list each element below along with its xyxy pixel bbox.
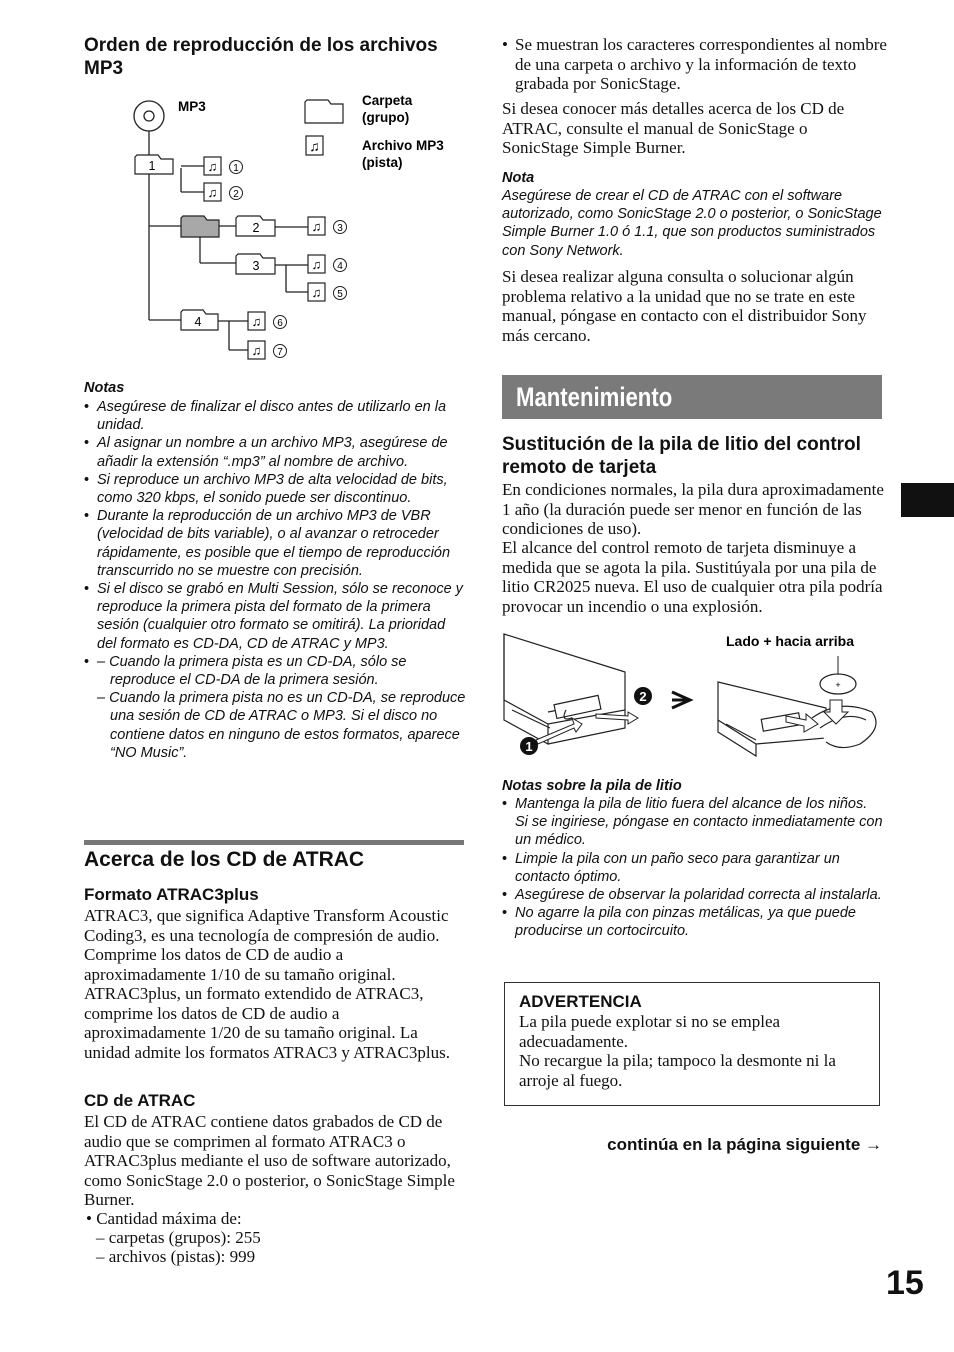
cd-atrac-text: El CD de ATRAC contiene datos grabados de CD de audio que se comprimen al formato ATRAC3 o ATRAC3plus mediante el uso de software autorizado, como SonicStage 2.0 o posterior, o SonicStage Simple Burner. (84, 1112, 455, 1209)
note-item: • Asegúrese de finalizar el disco antes de utilizarlo en la unidad. (84, 398, 466, 434)
consult-text: Si desea realizar alguna consulta o solucionar algún problema relativo a la unidad que no se trate en este manual, póngase en contacto con el distribuidor Sony más cercano. (502, 267, 867, 345)
track-number-badge (334, 221, 347, 235)
step-1-badge (520, 737, 538, 755)
track-number-badge (230, 187, 243, 201)
folder-icon (236, 216, 275, 236)
svg-text:6: 6 (277, 318, 283, 329)
mp3-order-title: Orden de reproducción de los archivos MP3 (84, 35, 438, 79)
svg-text:3: 3 (337, 223, 343, 234)
svg-text:♫: ♫ (207, 159, 218, 174)
mp3-file-icon (204, 183, 221, 201)
svg-text:4: 4 (337, 261, 343, 272)
mp3-file-icon (204, 157, 221, 175)
lithium-note-item: • Mantenga la pila de litio fuera del alcance de los niños. Si se ingiriese, póngase en contacto inmediatamente con un médico. (502, 795, 884, 850)
folder-legend-line1: Carpeta (362, 93, 413, 108)
note-item: • Si el disco se grabó en Multi Session, sólo se reconoce y reproduce la primera pista del formato de la primera sesión (cualquier otro formato se omitirá). La prioridad del formato es CD-DA, CD de ATRAC y MP3. (84, 580, 466, 653)
warning-title: ADVERTENCIA (519, 992, 642, 1011)
cd-atrac-title: CD de ATRAC (84, 1091, 196, 1110)
note-dash-item: • – Cuando la primera pista es un CD-DA, sólo se reproduce el CD-DA de la primera sesión. (97, 653, 407, 689)
svg-text:♫: ♫ (309, 138, 320, 154)
svg-text:+: + (835, 680, 841, 690)
page-number: 15 (886, 1264, 924, 1302)
battery-paragraph-1: En condiciones normales, la pila dura aproximadamente 1 año (la duración puede ser menor en función de las condiciones de uso). (502, 480, 884, 538)
svg-text:1: 1 (148, 159, 156, 173)
note-dash-item: – Cuando la primera pista no es un CD-DA, se reproduce una sesión de CD de ATRAC o MP3. Si el disco no contiene datos en ninguno de estos formatos, aparece “NO Music”. (97, 690, 466, 761)
section-rule (84, 840, 464, 845)
lithium-note-item: • Asegúrese de observar la polaridad correcta al instalarla. (502, 886, 884, 904)
notes-list (84, 398, 466, 762)
atrac-section-title: Acerca de los CD de ATRAC (84, 848, 365, 871)
positive-side-up-label: Lado + hacia arriba (726, 633, 854, 649)
track-number-badge (334, 287, 347, 301)
file-legend-line2: (pista) (362, 155, 403, 170)
atrac3plus-text: ATRAC3, que significa Adaptive Transform Acoustic Coding3, es una tecnología de compresión de audio. Comprime los datos de CD de audio a aproximadamente 1/10 de su tamaño original. ATRAC3plus, un formato extendido de ATRAC3, comprime los datos de CD de audio a aproximadamente 1/20 de su tamaño original. La unidad admite los formatos ATRAC3 y ATRAC3plus. (84, 906, 450, 1062)
lithium-note-item: • Limpie la pila con un paño seco para garantizar un contacto óptimo. (502, 850, 884, 886)
svg-text:7: 7 (277, 347, 283, 358)
note-item: • Si reproduce un archivo MP3 de alta velocidad de bits, como 320 kbps, el sonido puede ser discontinuo. (84, 471, 466, 507)
lithium-note-item: • No agarre la pila con pinzas metálicas, ya que puede producirse un cortocircuito. (502, 904, 884, 940)
svg-text:2: 2 (233, 189, 239, 200)
note-item: • Durante la reproducción de un archivo MP3 de VBR (velocidad de bits variable), o al avanzar o retroceder rápidamente, es posible que el tiempo de reproducción transcurrido no se muestre con precisión. (84, 507, 466, 580)
mp3-file-icon (308, 217, 325, 235)
svg-text:♫: ♫ (311, 257, 322, 272)
svg-text:♫: ♫ (251, 314, 262, 329)
folder-icon (236, 254, 275, 274)
lithium-notes-list (502, 795, 884, 941)
atrac3plus-title: Formato ATRAC3plus (84, 885, 259, 904)
lithium-notes-title: Notas sobre la pila de litio (502, 778, 682, 794)
battery-paragraph-2: El alcance del control remoto de tarjeta disminuye a medida que se agota la pila. Sustitúyala por una pila de litio CR2025 nueva. El uso de cualquier otra pila podría provocar un incendio o una explosión. (502, 538, 883, 616)
folder-icon (181, 216, 219, 237)
max-folders: – carpetas (grupos): 255 (96, 1228, 261, 1247)
nota-title: Nota (502, 170, 535, 186)
svg-text:♫: ♫ (251, 343, 262, 358)
svg-text:1: 1 (525, 739, 533, 754)
mp3-file-icon (248, 341, 265, 359)
track-number-badge (334, 259, 347, 273)
max-quantity-label: • Cantidad máxima de: (86, 1209, 242, 1228)
svg-text:♫: ♫ (311, 219, 322, 234)
notes-title: Notas (84, 380, 125, 396)
folder-legend-icon (305, 100, 343, 123)
svg-text:3: 3 (252, 259, 260, 273)
section-tab-marker (901, 483, 954, 517)
maintenance-banner (502, 375, 882, 419)
warning-line-2: No recargue la pila; tampoco la desmonte ni la arroje al fuego. (519, 1051, 836, 1090)
svg-text:2: 2 (639, 689, 647, 704)
note-sub-list (84, 653, 466, 762)
svg-text:1: 1 (233, 163, 239, 174)
next-step-arrow-icon (672, 692, 690, 708)
warning-line-1: La pila puede explotar si no se emplea adecuadamente. (519, 1012, 781, 1051)
svg-text:♫: ♫ (311, 285, 322, 300)
folder-legend-line2: (grupo) (362, 110, 410, 125)
mp3-folder-tree-diagram (125, 90, 465, 365)
track-number-badge (274, 345, 287, 359)
note-item: • Al asignar un nombre a un archivo MP3, asegúrese de añadir la extensión “.mp3” al nombre de archivo. (84, 434, 466, 470)
battery-title: Sustitución de la pila de litio del control remoto de tarjeta (502, 434, 861, 478)
track-number-badge (230, 161, 243, 175)
nota-text: Asegúrese de crear el CD de ATRAC con el software autorizado, como SonicStage 2.0 o posterior, o SonicStage Simple Burner 1.0 ó 1.1, que son productos suministrados con Sony Network. (502, 188, 882, 259)
chars-bullet: • Se muestran los caracteres correspondientes al nombre de una carpeta o archivo y la información de texto grabada por SonicStage. (502, 35, 897, 94)
disc-icon (134, 101, 164, 131)
continue-next-page: continúa en la página siguiente → (607, 1135, 882, 1154)
max-files: – archivos (pistas): 999 (96, 1247, 256, 1266)
mp3-file-icon (308, 255, 325, 273)
lithium-coin-icon (820, 674, 856, 694)
mp3-file-icon (248, 312, 265, 330)
svg-text:2: 2 (252, 221, 260, 235)
mp3-label: MP3 (178, 99, 206, 114)
mp3-file-legend-icon (306, 136, 323, 155)
maintenance-title: Mantenimiento (516, 382, 673, 412)
folder-icon (135, 155, 173, 174)
warning-box (504, 982, 880, 1106)
svg-text:4: 4 (194, 315, 202, 329)
file-legend-line1: Archivo MP3 (362, 138, 444, 153)
track-number-badge (274, 316, 287, 330)
mp3-file-icon (308, 283, 325, 301)
folder-icon (181, 310, 218, 330)
battery-replacement-illustration (500, 628, 884, 763)
step-2-badge (634, 687, 652, 705)
svg-text:♫: ♫ (207, 185, 218, 200)
svg-text:5: 5 (337, 289, 343, 300)
more-info-text: Si desea conocer más detalles acerca de los CD de ATRAC, consulte el manual de SonicStage o SonicStage Simple Burner. (502, 99, 845, 157)
